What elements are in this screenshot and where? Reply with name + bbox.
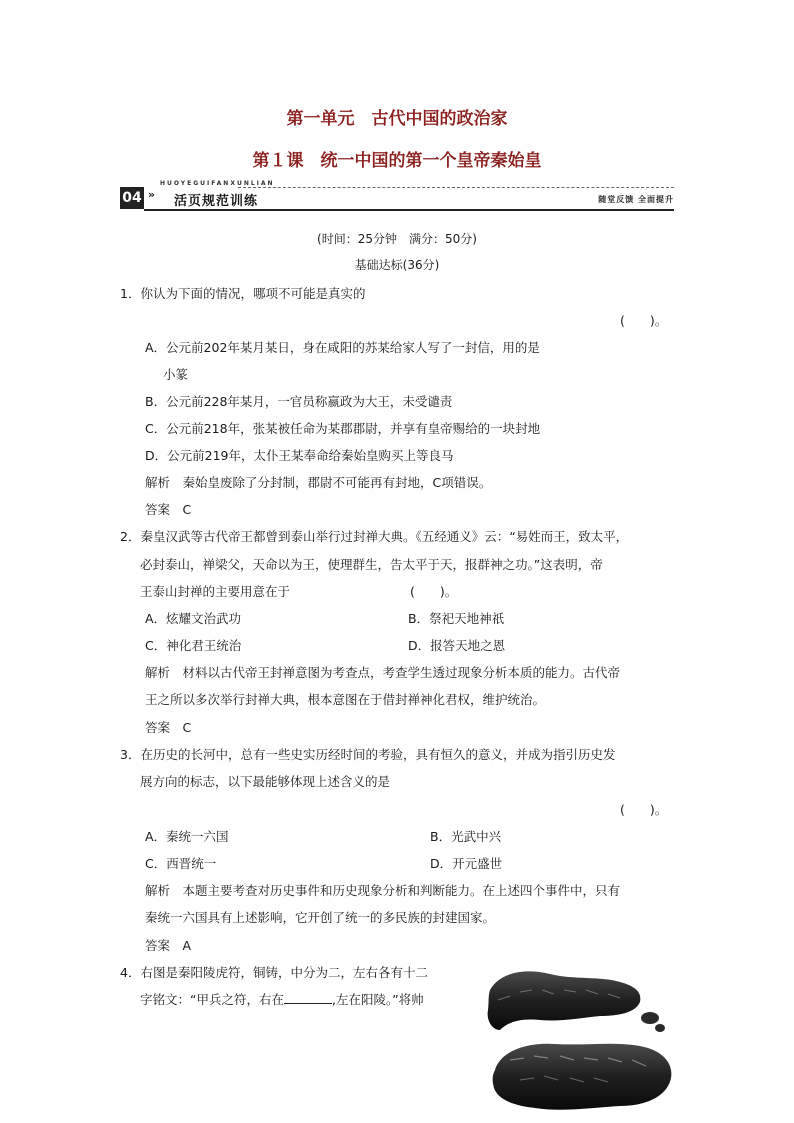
exam-meta: (时间：25分钟 满分：50分) bbox=[317, 232, 477, 246]
q1-option-d: D．公元前219年，太仆王某奉命给秦始皇购买上等良马 bbox=[145, 448, 454, 463]
q4-fill-blank bbox=[284, 991, 332, 1004]
q3-stem-line2: 展方向的标志，以下最能够体现上述含义的是 bbox=[140, 774, 391, 789]
banner-slogan: 随堂反馈 全面提升 bbox=[598, 195, 674, 204]
banner-pinyin: HUOYEGUIFANXUNLIAN bbox=[160, 180, 275, 187]
q2-stem-line1: 2．秦皇汉武等古代帝王都曾到泰山举行过封禅大典。《五经通义》云：“易姓而王，致太平， bbox=[120, 529, 629, 544]
q1-option-c: C．公元前218年，张某被任命为某郡郡尉，并享有皇帝赐给的一块封地 bbox=[145, 421, 541, 436]
q3-answer: 答案 A bbox=[145, 938, 192, 953]
banner-divider-top bbox=[238, 187, 674, 188]
q1-stem: 1．你认为下面的情况，哪项不可能是真实的 bbox=[120, 286, 366, 301]
section-heading: 基础达标(36分) bbox=[354, 258, 440, 272]
q1-option-a: A．公元前202年某月某日，身在咸阳的苏某给家人写了一封信，用的是 bbox=[145, 340, 540, 355]
q3-analysis-line1: 解析 本题主要考查对历史事件和历史现象分析和判断能力。在上述四个事件中，只有 bbox=[145, 883, 621, 898]
q1-option-a-cont: 小篆 bbox=[163, 367, 189, 382]
q1-option-b: B．公元前228年某月，一官员称嬴政为大王，未受谴责 bbox=[145, 394, 453, 409]
q3-answer-blank: ( )。 bbox=[620, 802, 668, 817]
q4-stem-line2 bbox=[140, 990, 424, 1008]
lesson-title: 第１课 统一中国的第一个皇帝秦始皇 bbox=[252, 151, 542, 171]
q2-stem-line3: 王泰山封禅的主要用意在于 bbox=[140, 584, 291, 599]
q2-option-c: C．神化君王统治 bbox=[145, 638, 242, 653]
q2-option-b: B．祭祀天地神祇 bbox=[408, 611, 505, 626]
tiger-tally-image bbox=[480, 960, 680, 1120]
q3-analysis-line2: 秦统一六国具有上述影响，它开创了统一的多民族的封建国家。 bbox=[145, 910, 496, 925]
q4-stem-line1: 4．右图是秦阳陵虎符，铜铸，中分为二，左右各有十二 bbox=[120, 965, 428, 980]
q3-option-a: A．秦统一六国 bbox=[145, 829, 229, 844]
q4-stem-line2-start: 字铭文：“甲兵之符，右在 bbox=[140, 992, 284, 1007]
q3-option-b: B．光武中兴 bbox=[430, 829, 502, 844]
q4-stem-line2-end: ,左在阳陵。”将帅 bbox=[331, 992, 424, 1007]
section-banner bbox=[120, 180, 674, 214]
q2-stem-line2: 必封泰山，禅梁父，天命以为王，使理群生，告太平于天，报群神之功。”这表明，帝 bbox=[140, 557, 603, 572]
q3-option-c: C．西晋统一 bbox=[145, 856, 217, 871]
q2-answer-blank: ( )。 bbox=[410, 584, 458, 599]
q3-stem-line1: 3．在历史的长河中，总有一些史实历经时间的考验，具有恒久的意义，并成为指引历史发 bbox=[120, 747, 616, 762]
q1-analysis: 解析 秦始皇废除了分封制，郡尉不可能再有封地，C项错误。 bbox=[145, 475, 492, 490]
unit-title: 第一单元 古代中国的政治家 bbox=[286, 109, 508, 129]
q2-analysis-line2: 王之所以多次举行封禅大典，根本意图在于借封禅神化君权，维护统治。 bbox=[145, 692, 546, 707]
q2-option-d: D．报答天地之恩 bbox=[408, 638, 506, 653]
q2-option-a: A．炫耀文治武功 bbox=[145, 611, 242, 626]
q3-option-d: D．开元盛世 bbox=[430, 856, 503, 871]
q2-analysis-line1: 解析 材料以古代帝王封禅意图为考查点，考查学生透过现象分析本质的能力。古代帝 bbox=[145, 665, 621, 680]
q1-answer: 答案 C bbox=[145, 502, 192, 517]
q1-answer-blank: ( )。 bbox=[620, 313, 668, 328]
banner-divider-bottom bbox=[144, 209, 674, 211]
chevron-right-icon: » bbox=[148, 188, 156, 201]
banner-label: 活页规范训练 bbox=[174, 194, 259, 209]
banner-number: 04 bbox=[120, 187, 144, 209]
q2-answer: 答案 C bbox=[145, 720, 192, 735]
